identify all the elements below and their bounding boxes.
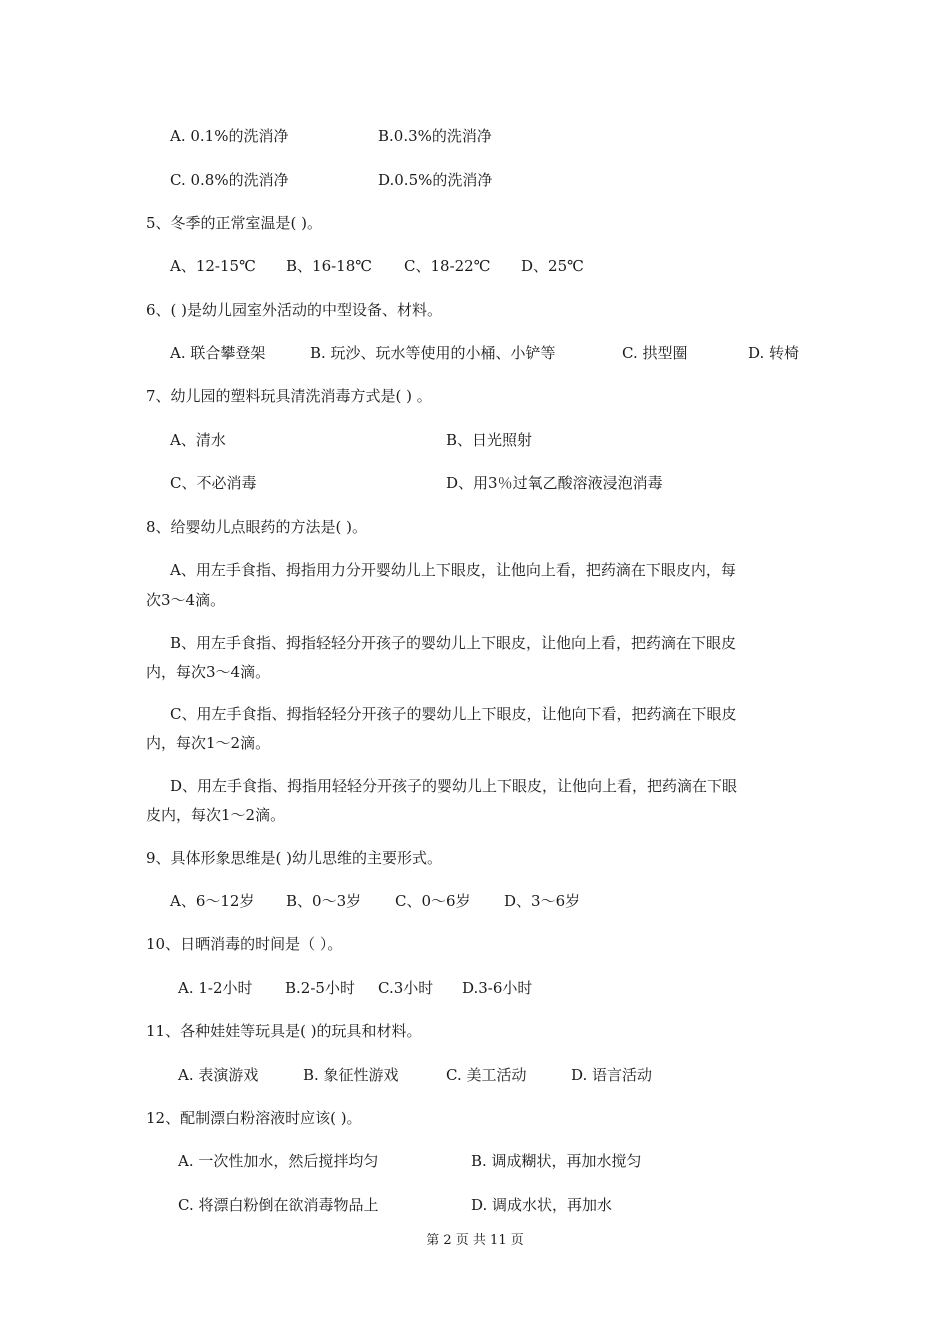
q10-stem: 10、日晒消毒的时间是（ ）。 (146, 935, 343, 953)
q8-option-a-line2: 次3～4滴。 (146, 591, 226, 609)
q8-option-d-line2: 皮内，每次1～2滴。 (146, 806, 286, 824)
q8-option-d-line1: D、用左手食指、拇指用轻轻分开孩子的婴幼儿上下眼皮，让他向上看，把药滴在下眼 (170, 777, 738, 795)
q8-option-b-line1: B、用左手食指、拇指轻轻分开孩子的婴幼儿上下眼皮，让他向上看，把药滴在下眼皮 (170, 634, 737, 652)
page-number-footer: 第 2 页 共 11 页 (426, 1233, 524, 1248)
q7-option-c: C、不必消毒 (170, 474, 257, 492)
q6-option-b: B. 玩沙、玩水等使用的小桶、小铲等 (310, 344, 556, 362)
q11-option-c: C. 美工活动 (446, 1066, 527, 1084)
q8-stem: 8、给婴幼儿点眼药的方法是( )。 (146, 518, 368, 536)
q10-option-c: C.3小时 (378, 979, 434, 997)
q7-option-b: B、日光照射 (446, 431, 533, 449)
q6-option-d: D. 转椅 (748, 344, 800, 362)
q5-stem: 5、冬季的正常室温是( )。 (146, 214, 323, 232)
q9-stem: 9、具体形象思维是( )幼儿思维的主要形式。 (146, 849, 443, 867)
q9-option-a: A、6～12岁 (170, 892, 255, 910)
q11-option-b: B. 象征性游戏 (303, 1066, 399, 1084)
q8-option-a-line1: A、用左手食指、拇指用力分开婴幼儿上下眼皮，让他向上看，把药滴在下眼皮内，每 (170, 561, 736, 579)
q6-stem: 6、( )是幼儿园室外活动的中型设备、材料。 (146, 301, 443, 319)
q7-option-d: D、用3％过氧乙酸溶液浸泡消毒 (446, 474, 663, 492)
q12-option-a: A. 一次性加水，然后搅拌均匀 (178, 1152, 379, 1170)
q8-option-b-line2: 内，每次3～4滴。 (146, 663, 271, 681)
q5-option-a: A、12-15℃ (170, 257, 256, 275)
q6-option-c: C. 拱型圈 (622, 344, 688, 362)
q9-option-c: C、0～6岁 (395, 892, 471, 910)
q5-option-c: C、18-22℃ (404, 257, 491, 275)
q4-option-d: D.0.5%的洗消净 (378, 171, 493, 189)
q4-option-a: A. 0.1%的洗消净 (170, 127, 289, 145)
q10-option-b: B.2-5小时 (285, 979, 355, 997)
q12-stem: 12、配制漂白粉溶液时应该( )。 (146, 1109, 362, 1127)
q7-stem: 7、幼儿园的塑料玩具清洗消毒方式是( ) 。 (146, 387, 432, 405)
q4-option-b: B.0.3%的洗消净 (378, 127, 492, 145)
q10-option-d: D.3-6小时 (462, 979, 533, 997)
q4-option-c: C. 0.8%的洗消净 (170, 171, 289, 189)
q6-option-a: A. 联合攀登架 (170, 344, 266, 362)
q5-option-d: D、25℃ (521, 257, 584, 275)
q7-option-a: A、清水 (170, 431, 226, 449)
q12-option-b: B. 调成糊状，再加水搅匀 (471, 1152, 642, 1170)
q5-option-b: B、16-18℃ (286, 257, 373, 275)
q12-option-d: D. 调成水状，再加水 (471, 1196, 613, 1214)
q12-option-c: C. 将漂白粉倒在欲消毒物品上 (178, 1196, 379, 1214)
q11-stem: 11、各种娃娃等玩具是( )的玩具和材料。 (146, 1022, 422, 1040)
q11-option-d: D. 语言活动 (571, 1066, 653, 1084)
q8-option-c-line1: C、用左手食指、拇指轻轻分开孩子的婴幼儿上下眼皮，让他向下看，把药滴在下眼皮 (170, 705, 737, 723)
q9-option-d: D、3～6岁 (504, 892, 581, 910)
q8-option-c-line2: 内，每次1～2滴。 (146, 734, 271, 752)
q9-option-b: B、0～3岁 (286, 892, 362, 910)
q10-option-a: A. 1-2小时 (178, 979, 253, 997)
q11-option-a: A. 表演游戏 (178, 1066, 259, 1084)
